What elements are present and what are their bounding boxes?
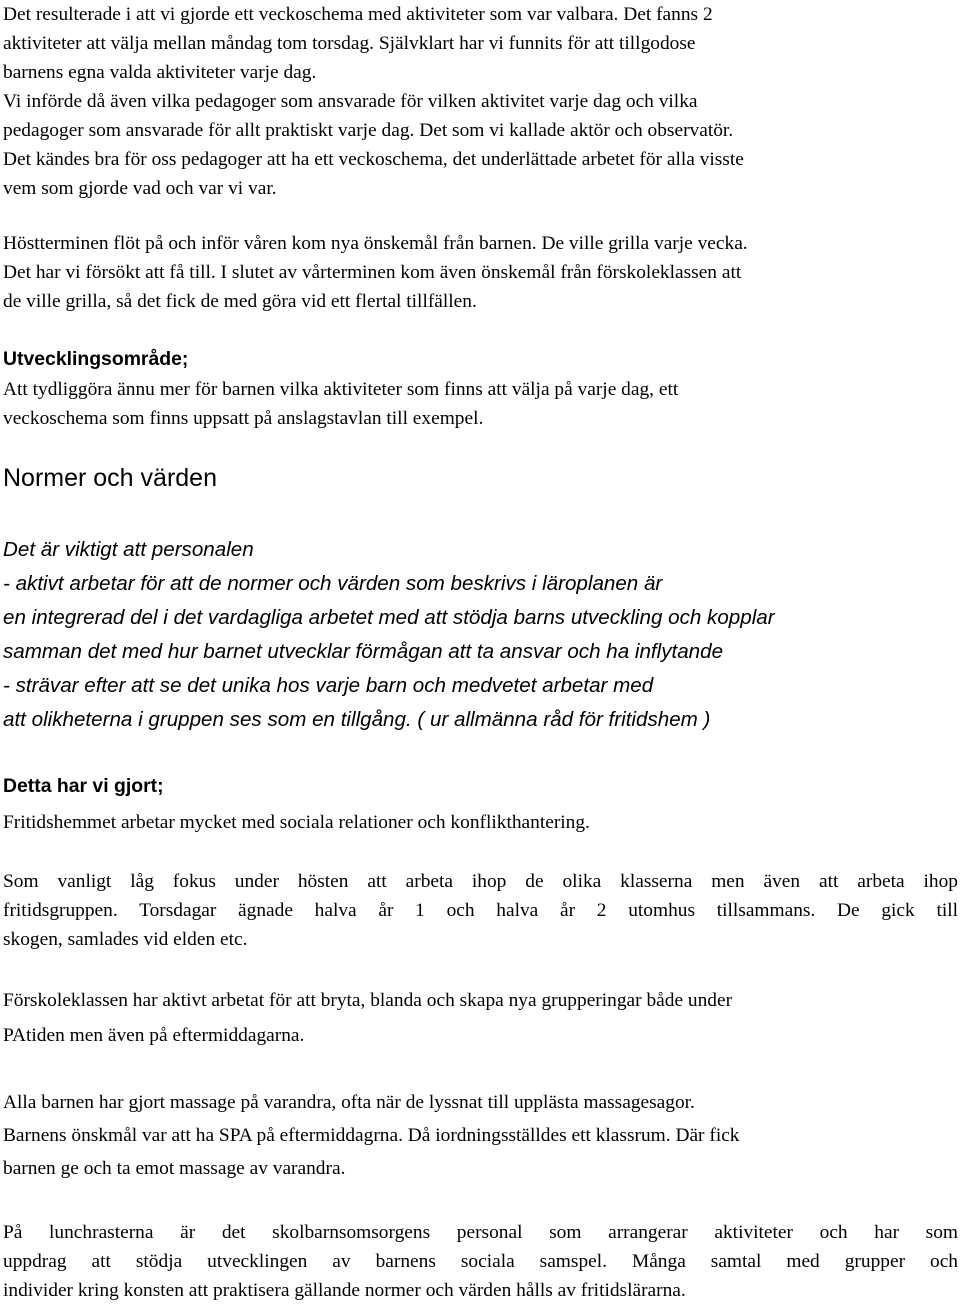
text-line: skogen, samlades vid elden etc. [3, 929, 248, 950]
quote-line: - aktivt arbetar för att de normer och värden som beskrivs i läroplanen är [3, 572, 663, 595]
text-line: pedagoger som ansvarade för allt praktiskt varje dag. Det som vi kallade aktör och observatör. [3, 120, 734, 141]
text-line: Det resulterade i att vi gjorde ett veckoschema med aktiviteter som var valbara. Det fanns 2 [3, 4, 713, 25]
text-line: Höstterminen flöt på och inför våren kom nya önskemål från barnen. De ville grilla varje vecka. [3, 233, 748, 254]
paragraph-development-area [3, 375, 958, 433]
quote-line: - strävar efter att se det unika hos varje barn och medvetet arbetar med [3, 674, 654, 697]
text-line: barnens egna valda aktiviteter varje dag. [3, 62, 317, 83]
text-line: Barnens önskmål var att ha SPA på eftermiddagrna. Då iordningsställdes ett klassrum. Där fick [3, 1125, 740, 1146]
text-line: Vi införde då även vilka pedagoger som ansvarade för vilken aktivitet varje dag och vilka [3, 91, 698, 112]
text-line: Det har vi försökt att få till. I slutet av vårterminen kom även önskemål från förskoleklassen att [3, 262, 742, 283]
paragraph-preschool-class [3, 983, 958, 1053]
text-line: Som vanligt låg fokus under hösten att arbeta ihop de olika klasserna men även att arbeta ihop [3, 871, 958, 892]
text-line: fritidsgruppen. Torsdagar ägnade halva år 1 och halva år 2 utomhus tillsammans. De gick till [3, 900, 958, 921]
quote-line: en integrerad del i det vardagliga arbetet med att stödja barns utveckling och kopplar [3, 606, 775, 629]
text-line: de ville grilla, så det fick de med göra vid ett flertal tillfällen. [3, 291, 477, 312]
quote-line: samman det med hur barnet utvecklar förmågan att ta ansvar och ha inflytande [3, 640, 724, 663]
paragraph-massage [3, 1086, 958, 1185]
paragraph-lunch-breaks [3, 1218, 958, 1305]
text-line: veckoschema som finns uppsatt på anslagstavlan till exempel. [3, 408, 484, 429]
text-line: individer kring konsten att praktisera gällande normer och värden hålls av fritidslärarna. [3, 1280, 686, 1301]
quote-line: Det är viktigt att personalen [3, 538, 254, 561]
text-line: barnen ge och ta emot massage av varandra. [3, 1158, 346, 1179]
heading-development-area: Utvecklingsområde; [3, 348, 189, 370]
paragraph-autumn-focus [3, 867, 958, 954]
paragraph-social-relations [3, 808, 958, 837]
text-line: aktiviteter att välja mellan måndag tom torsdag. Självklart har vi funnits för att tillgodose [3, 33, 696, 54]
text-line: vem som gjorde vad och var vi var. [3, 178, 277, 199]
section-title: Normer och värden [3, 464, 217, 492]
paragraph-autumn-term [3, 229, 958, 316]
text-line: PAtiden men även på eftermiddagarna. [3, 1025, 305, 1046]
text-line: uppdrag att stödja utvecklingen av barnens sociala samspel. Många samtal med grupper och [3, 1251, 958, 1272]
text-line: Fritidshemmet arbetar mycket med sociala relationer och konflikthantering. [3, 812, 590, 833]
heading-what-we-did: Detta har vi gjort; [3, 775, 164, 797]
text-line: Det kändes bra för oss pedagoger att ha ett veckoschema, det underlättade arbetet för alla visste [3, 149, 744, 170]
paragraph-weekly-schedule [3, 0, 958, 203]
quote-block [3, 533, 958, 737]
text-line: Alla barnen har gjort massage på varandra, ofta när de lyssnat till upplästa massagesagor. [3, 1092, 695, 1113]
text-line: Förskoleklassen har aktivt arbetat för att bryta, blanda och skapa nya grupperingar både under [3, 990, 733, 1011]
text-line: På lunchrasterna är det skolbarnsomsorgens personal som arrangerar aktiviteter och har som [3, 1222, 958, 1243]
quote-line: att olikheterna i gruppen ses som en tillgång. ( ur allmänna råd för fritidshem ) [3, 708, 711, 731]
text-line: Att tydliggöra ännu mer för barnen vilka aktiviteter som finns att välja på varje dag, ett [3, 379, 679, 400]
